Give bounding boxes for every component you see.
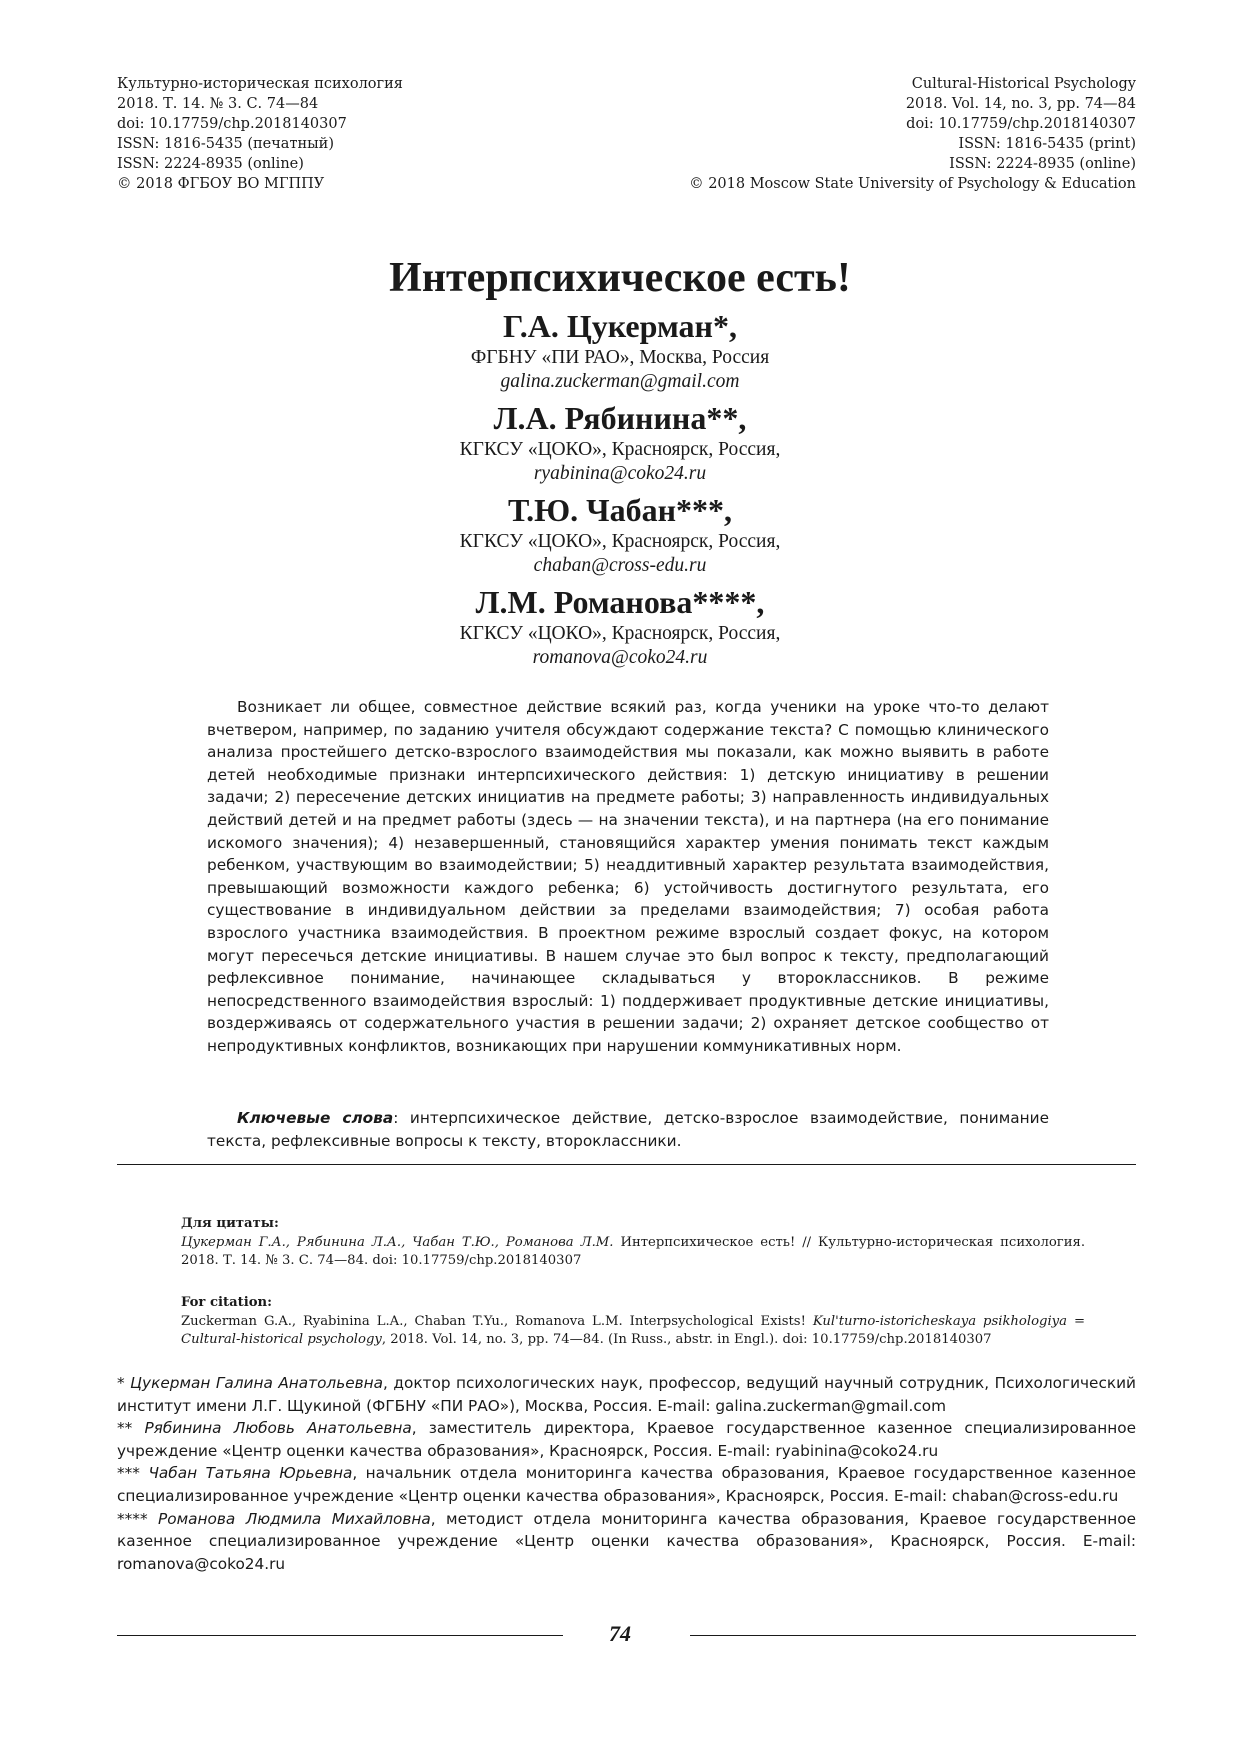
footnote-text: , доктор психологических наук, профессор, ведущий научный сотрудник, Психологический институт имени Л.Г. Щукиной (ФГБНУ «ПИ РАО»), Москва, Россия. E-mail: galina.zuckerman@gmail.com — [117, 1374, 1136, 1415]
author-email[interactable]: romanova@coko24.ru — [532, 647, 708, 668]
page-number: 74 — [609, 1621, 631, 1646]
citation-heading: Для цитаты: — [181, 1216, 279, 1231]
journal-header-en — [689, 74, 1136, 194]
section-divider — [117, 1164, 1136, 1165]
citation-ru — [181, 1215, 1085, 1271]
citation-journal: Kul'turno-istoricheskaya psikhologiya = Cultural-historical psychology — [181, 1313, 1085, 1347]
header-journal-title: Cultural-Historical Psychology — [911, 76, 1136, 92]
citation-rest: , 2018. Vol. 14, no. 3, pp. 74—84. (In Russ., abstr. in Engl.). doi: 10.17759/chp.2018140307 — [381, 1332, 992, 1347]
footnote-mark: ** — [117, 1419, 133, 1438]
keywords — [207, 1107, 1049, 1152]
author-name: Л.М. Романова****, — [475, 584, 765, 620]
author-affiliation: КГКСУ «ЦОКО», Красноярск, Россия, — [459, 623, 781, 644]
author-footnotes — [117, 1372, 1136, 1575]
header-journal-title: Культурно-историческая психология — [117, 76, 403, 92]
footer-rule-right — [690, 1635, 1136, 1636]
footnote — [117, 1462, 1136, 1507]
author-block — [0, 398, 1240, 486]
header-copyright: © 2018 Moscow State University of Psychology & Education — [689, 176, 1136, 192]
header-issn-online: ISSN: 2224-8935 (online) — [949, 156, 1136, 172]
citation-text — [181, 1234, 1085, 1271]
citation-text — [181, 1313, 1085, 1350]
author-affiliation: КГКСУ «ЦОКО», Красноярск, Россия, — [459, 531, 781, 552]
citation-heading: For citation: — [181, 1295, 273, 1310]
footnote-mark: * — [117, 1374, 125, 1392]
article-title: Интерпсихическое есть! — [389, 255, 851, 301]
author-block — [0, 582, 1240, 670]
author-name: Г.А. Цукерман*, — [503, 308, 737, 344]
author-name: Л.А. Рябинина**, — [493, 400, 747, 436]
footnote-text: , заместитель директора, Краевое государственное казенное специализированное учреждение «Центр оценки качества образования», Красноярск, Россия. E-mail: ryabinina@coko24.ru — [117, 1419, 1137, 1460]
citation-authors: Цукерман Г.А., Рябинина Л.А., Чабан Т.Ю., Романова Л.М. — [181, 1234, 614, 1250]
header-copyright: © 2018 ФГБОУ ВО МГППУ — [117, 176, 325, 192]
footnote-text: , начальник отдела мониторинга качества образования, Краевое государственное казенное специализированное учреждение «Центр оценки качества образования», Красноярск, Россия. E-mail: chaban@cross-edu.ru — [117, 1464, 1136, 1505]
header-doi: doi: 10.17759/chp.2018140307 — [117, 116, 347, 132]
keywords-text: : интерпсихическое действие, детско-взрослое взаимодействие, понимание текста, рефлексивные вопросы к тексту, второклассники. — [207, 1109, 1049, 1150]
author-email[interactable]: galina.zuckerman@gmail.com — [500, 371, 740, 392]
header-issn-print: ISSN: 1816-5435 (печатный) — [117, 136, 334, 152]
footnote-name: Романова Людмила Михайловна — [158, 1509, 431, 1528]
footnote-name: Чабан Татьяна Юрьевна — [148, 1464, 353, 1483]
footnote — [117, 1417, 1136, 1462]
header-issn-online: ISSN: 2224-8935 (online) — [117, 156, 304, 172]
header-doi: doi: 10.17759/chp.2018140307 — [906, 116, 1136, 132]
citation-lead: Zuckerman G.A., Ryabinina L.A., Chaban T.Yu., Romanova L.M. Interpsychological Exists! — [181, 1313, 813, 1329]
journal-header-ru — [117, 74, 403, 194]
citation-en — [181, 1294, 1085, 1350]
footnote-mark: *** — [117, 1464, 140, 1483]
abstract — [207, 696, 1049, 1058]
header-issn-print: ISSN: 1816-5435 (print) — [958, 136, 1136, 152]
footnote — [117, 1372, 1136, 1417]
citation-rest: Интерпсихическое есть! // Культурно-историческая психология. 2018. Т. 14. № 3. С. 74—84. doi: 10.17759/chp.2018140307 — [181, 1234, 1086, 1268]
footnote-text: , методист отдела мониторинга качества образования, Краевое государственное казенное специализированное учреждение «Центр оценки качества образования», Красноярск, Россия. E-mail: romanova@coko24.ru — [117, 1509, 1136, 1573]
footnote — [117, 1508, 1136, 1576]
footer-rule-left — [117, 1635, 563, 1636]
header-volume: 2018. Т. 14. № 3. С. 74—84 — [117, 96, 319, 112]
keywords-label: Ключевые слова — [237, 1109, 394, 1127]
author-affiliation: ФГБНУ «ПИ РАО», Москва, Россия — [470, 347, 770, 368]
author-affiliation: КГКСУ «ЦОКО», Красноярск, Россия, — [459, 439, 781, 460]
footnote-name: Рябинина Любовь Анатольевна — [144, 1419, 412, 1438]
author-block — [0, 306, 1240, 394]
author-block — [0, 490, 1240, 578]
author-name: Т.Ю. Чабан***, — [507, 492, 733, 528]
abstract-text: Возникает ли общее, совместное действие всякий раз, когда ученики на уроке что-то делают вчетвером, например, по заданию учителя обсуждают содержание текста? С помощью клинического анализа простейшего детско-взрослого взаимодействия мы показали, как можно выявить в работе детей необходимые признаки интерпсихического действия: 1) детскую инициативу в решении задачи; 2) пересечение детских инициатив на предмете работы; 3) направленность индивидуальных действий детей и на предмет работы (здесь — на значении текста), и на партнера (на его понимание искомого значения); 4) незавершенный, становящийся характер умения понимать текст каждым ребенком, участвующим во взаимодействии; 5) неаддитивный характер результата взаимодействия, превышающий возможности каждого ребенка; 6) устойчивость достигнутого результата, его существование в индивидуальном действии за пределами взаимодействия; 7) особая работа взрослого участника взаимодействия. В проектном режиме взрослый создает фокус, на котором могут пересечься детские инициативы. В нашем случае это был вопрос к тексту, предполагающий рефлексивное понимание, начинающее складываться у второклассников. В режиме непосредственного взаимодействия взрослый: 1) поддерживает продуктивные детские инициативы, воздерживаясь от содержательного участия в решении задачи; 2) охраняет детское сообщество от непродуктивных конфликтов, возникающих при нарушении коммуникативных норм. — [207, 698, 1049, 1055]
footnote-name: Цукерман Галина Анатольевна — [130, 1374, 384, 1392]
author-email[interactable]: ryabinina@coko24.ru — [533, 463, 707, 484]
header-volume: 2018. Vol. 14, no. 3, pp. 74—84 — [905, 96, 1136, 112]
author-email[interactable]: chaban@cross-edu.ru — [533, 555, 707, 576]
footnote-mark: **** — [117, 1509, 148, 1528]
